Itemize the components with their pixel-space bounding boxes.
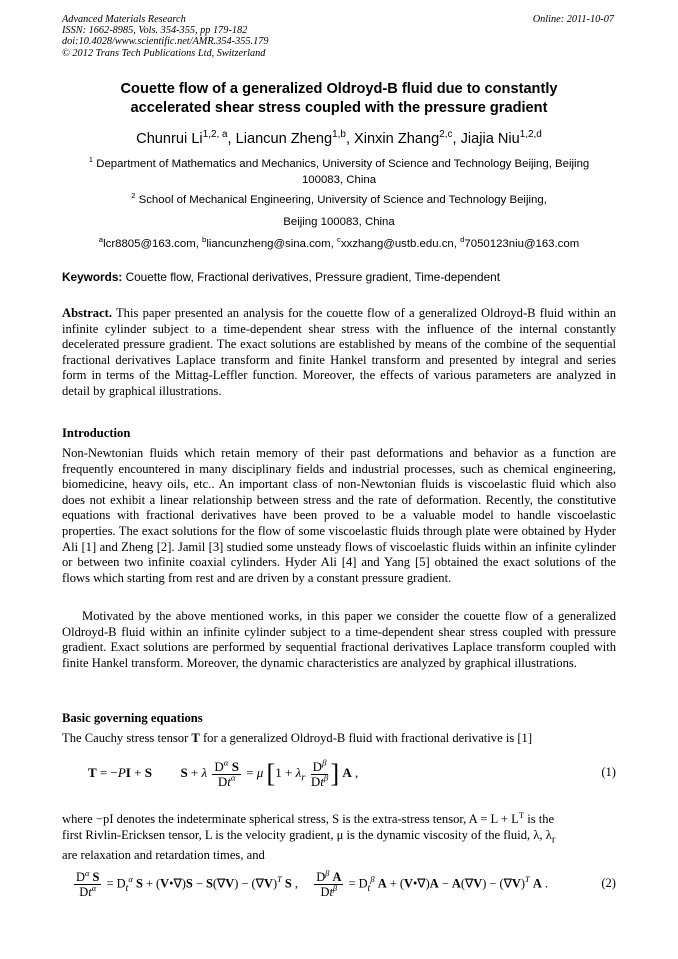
basic-intro-text: The Cauchy stress tensor bbox=[62, 731, 189, 745]
email-list bbox=[62, 236, 616, 252]
basic-intro bbox=[62, 731, 616, 747]
author-affil-mark: 2,c bbox=[439, 129, 453, 141]
email-address[interactable]: liancunzheng@sina.com, bbox=[206, 238, 334, 250]
abstract bbox=[62, 306, 616, 400]
tensor-symbol: T bbox=[191, 731, 200, 745]
intro-heading: Introduction bbox=[62, 426, 131, 440]
affil-text: 100083, China bbox=[301, 174, 377, 186]
equation-2-number: (2) bbox=[601, 876, 616, 890]
basic-intro-text: for a generalized Oldroyd-B fluid with fractional derivative is [1] bbox=[202, 731, 533, 745]
equation-1 bbox=[62, 751, 616, 791]
affiliation-1 bbox=[62, 156, 616, 188]
where-line-1-text: where −pI denotes the indeterminate spherical stress, S is the extra-stress tensor, A = L + L bbox=[62, 812, 519, 826]
author-affil-mark: 1,b bbox=[332, 129, 346, 141]
copyright-line: © 2012 Trans Tech Publications Ltd, Switzerland bbox=[62, 47, 266, 59]
where-line-1 bbox=[62, 809, 616, 828]
equation-1-number: (1) bbox=[601, 765, 616, 779]
equation-1-body: T = −PI + S S + λ $\frac{D^\alpha S}{Dt^\alpha}$ = μ [$1 + \lambda_r$ $\frac{D^\beta}{Dt^\beta}$ ] A , bbox=[88, 757, 359, 789]
email-address[interactable]: 7050123niu@163.com bbox=[464, 238, 580, 250]
online-date: Online: 2011-10-07 bbox=[532, 14, 614, 25]
affil-text: Department of Mathematics and Mechanics, University of Science and Technology Beijing, Beijing bbox=[96, 158, 590, 170]
email-mark: b bbox=[202, 235, 207, 245]
author-name: Xinxin Zhang bbox=[354, 131, 440, 147]
abstract-text: This paper presented an analysis for the couette flow of a generalized Oldroyd-B fluid within an infinite cylinder subject to a time-dependent shear stress with the influence of the internal constantly decelerated pressure gradient. The exact solutions are established by means of the combine of the sequential fractional derivatives Laplace transform and finite Hankel transform and presented by integral and series form in terms of the Mittag-Leffler function. Moreover, the effects of various parameters are analyzed in detail by graphical illustrations. bbox=[62, 306, 616, 398]
title-line-2: accelerated shear stress coupled with the pressure gradient bbox=[130, 100, 548, 116]
equation-2-body: $\frac{D^\alpha S}{Dt^\alpha}$ = $D_t^\alpha$ S + (V•∇)S − $S(\nabla V) - (\nabla V)^T$ S , $\frac{D^\beta A}{Dt^\beta}$ = $D_t^\beta$ A + (V•∇)A − $A(\nabla V) - (\nabla V)^T$ A . bbox=[76, 867, 548, 899]
affil-text: School of Mechanical Engineering, University of Science and Technology Beijing, bbox=[138, 194, 547, 206]
keywords-label: Keywords: bbox=[62, 270, 123, 284]
affil-text: Beijing 100083, China bbox=[283, 216, 395, 228]
where-text bbox=[62, 809, 616, 863]
intro-paragraph-1: Non-Newtonian fluids which retain memory of their past deformations and behavior as a function are frequently encountered in many disciplinary fields and industrial processes, such as chemical engineering, biomedicine, heavy oils, etc.. An important class of non-Newtonian fluids is viscoelastic fluid which also does not exhibit a linear relationship between stress and the rate of deformation. Recently, the constitutive equations with fractional derivatives have been proved to be a valuable model to handle viscoelastic properties. The exact solutions for the flow of some viscoelastic fluids through plate were obtained by Hyder Ali [1] and Zheng [2]. Jamil [3] studied some unsteady flows of viscoelastic fluids within an infinite cylinder or between two infinite coaxial cylinders. Hyder Ali [4] and Yang [5] obtained the exact solutions of the flows which starting from rest and are driven by a constant pressure gradient. bbox=[62, 446, 616, 585]
where-line-2 bbox=[62, 828, 616, 848]
abstract-label: Abstract. bbox=[62, 306, 113, 320]
author-name: Jiajia Niu bbox=[460, 131, 520, 147]
email-mark: a bbox=[98, 235, 104, 245]
intro-paragraph-2: Motivated by the above mentioned works, in this paper we consider the couette flow of a generalized Oldroyd-B fluid within an infinite cylinder subject to a time-dependent shear stress coupled with pressure gradient. Exact solutions are performed by sequential fractional derivatives Laplace transform coupled with finite Hankel transform. Moreover, the dynamic characteristics are analyzed by graphical illustrations. bbox=[62, 609, 616, 670]
issn-line: ISSN: 1662-8985, Vols. 354-355, pp 179-182 bbox=[62, 25, 248, 37]
email-mark: d bbox=[460, 235, 465, 245]
where-line-1-end: is the bbox=[527, 812, 555, 826]
author-affil-mark: 1,2,d bbox=[519, 129, 542, 141]
author-name: Liancun Zheng bbox=[235, 131, 333, 147]
transpose-mark: T bbox=[518, 809, 525, 820]
keywords bbox=[62, 270, 616, 284]
running-header bbox=[62, 14, 614, 59]
retardation-subscript: r bbox=[551, 834, 556, 846]
author-list: Chunrui Li$^{1,2, a}$, Liancun Zheng$^{1,b}$, Xinxin Zhang$^{2,c}$, Jiajia Niu$^{1,2,d}$ bbox=[136, 129, 542, 147]
email-mark: c bbox=[336, 235, 341, 245]
email-address[interactable]: lcr8805@163.com, bbox=[103, 238, 199, 250]
equation-2 bbox=[62, 864, 616, 904]
where-line-2-text: first Rivlin-Ericksen tensor, L is the velocity gradient, μ is the dynamic viscosity of the fluid, λ, λ bbox=[62, 827, 552, 842]
author-name: Chunrui Li bbox=[136, 131, 203, 147]
doi-line: doi:10.4028/www.scientific.net/AMR.354-355.179 bbox=[62, 36, 269, 48]
where-line-3: are relaxation and retardation times, and bbox=[62, 847, 265, 862]
affil-mark: 1 bbox=[88, 155, 94, 165]
keywords-text: Couette flow, Fractional derivatives, Pressure gradient, Time-dependent bbox=[125, 270, 501, 284]
affiliation-2 bbox=[62, 192, 616, 230]
journal-name: Advanced Materials Research bbox=[62, 14, 186, 25]
author-affil-mark: 1,2, a bbox=[202, 129, 228, 141]
email-address[interactable]: xxzhang@ustb.edu.cn, bbox=[340, 238, 457, 250]
paper-title bbox=[40, 80, 638, 118]
basic-heading: Basic governing equations bbox=[62, 711, 203, 725]
affil-mark: 2 bbox=[131, 191, 136, 201]
title-line-1: Couette flow of a generalized Oldroyd-B fluid due to constantly bbox=[120, 81, 558, 97]
